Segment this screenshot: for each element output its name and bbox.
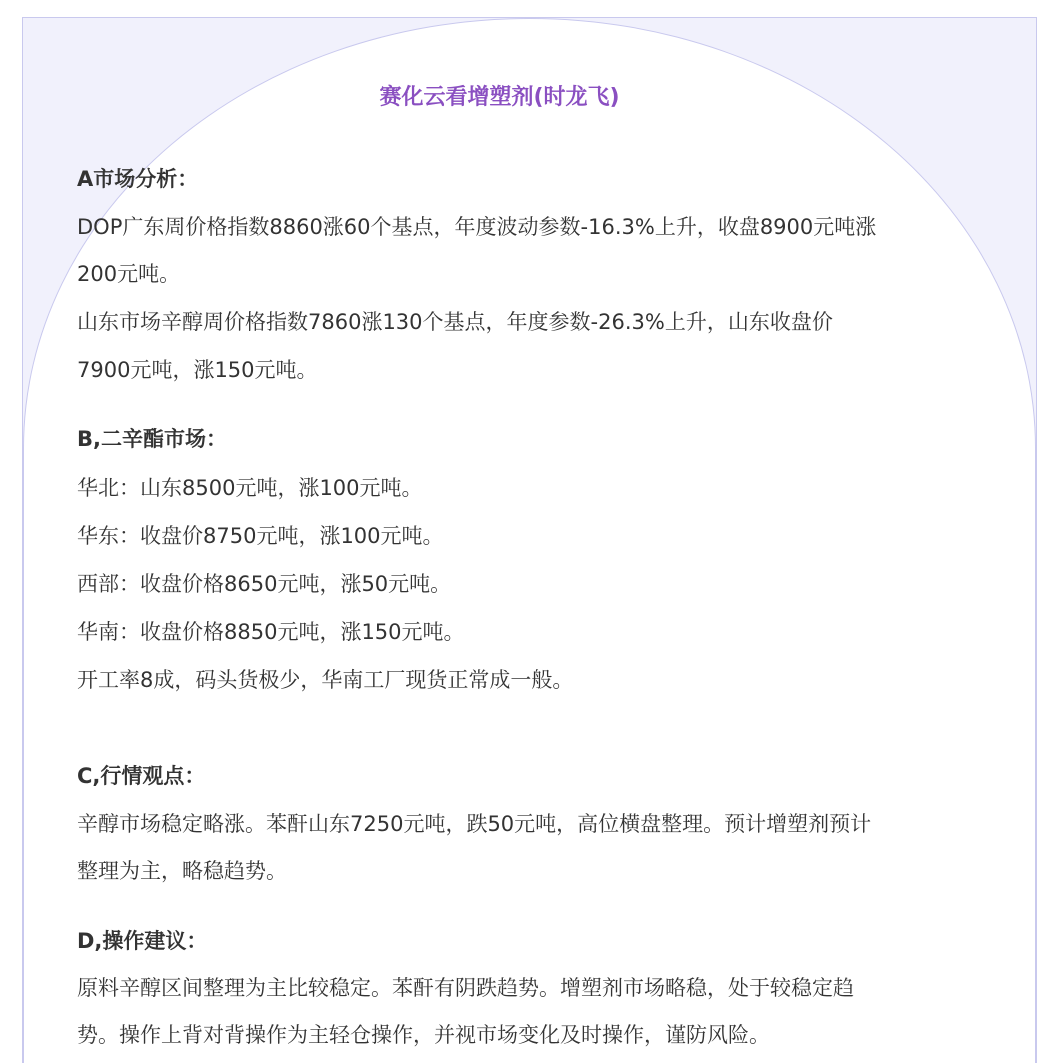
section-c-line: 辛醇市场稳定略涨。苯酐山东7250元吨，跌50元吨，高位横盘整理。预计增塑剂预计 [77, 812, 872, 836]
section-d-line: 原料辛醇区间整理为主比较稳定。苯酐有阴跌趋势。增塑剂市场略稳，处于较稳定趋 [77, 976, 854, 1000]
section-b-line: 开工率8成，码头货极少，华南工厂现货正常成一般。 [77, 668, 574, 692]
section-b-line: 西部：收盘价格8650元吨，涨50元吨。 [77, 572, 452, 596]
section-b-heading: B,二辛酯市场： [77, 427, 227, 451]
section-b-line: 华北：山东8500元吨，涨100元吨。 [77, 476, 423, 500]
section-d-line: 势。操作上背对背操作为主轻仓操作，并视市场变化及时操作，谨防风险。 [77, 1023, 770, 1047]
article-title: 赛化云看增塑剂(时龙飞) [379, 85, 620, 110]
section-a-line: DOP广东周价格指数8860涨60个基点，年度波动参数-16.3%上升，收盘8900元吨涨 [77, 215, 877, 239]
section-a-heading: A市场分析： [77, 167, 199, 191]
section-d-heading: D,操作建议： [77, 929, 208, 953]
section-a-line: 山东市场辛醇周价格指数7860涨130个基点，年度参数-26.3%上升，山东收盘价 [77, 310, 833, 334]
section-a-line: 7900元吨，涨150元吨。 [77, 358, 318, 382]
section-a-line: 200元吨。 [77, 262, 181, 286]
section-b-line: 华东：收盘价8750元吨，涨100元吨。 [77, 524, 444, 548]
section-c-heading: C,行情观点： [77, 764, 206, 788]
section-c-line: 整理为主，略稳趋势。 [77, 859, 287, 883]
section-b-line: 华南：收盘价格8850元吨，涨150元吨。 [77, 620, 465, 644]
